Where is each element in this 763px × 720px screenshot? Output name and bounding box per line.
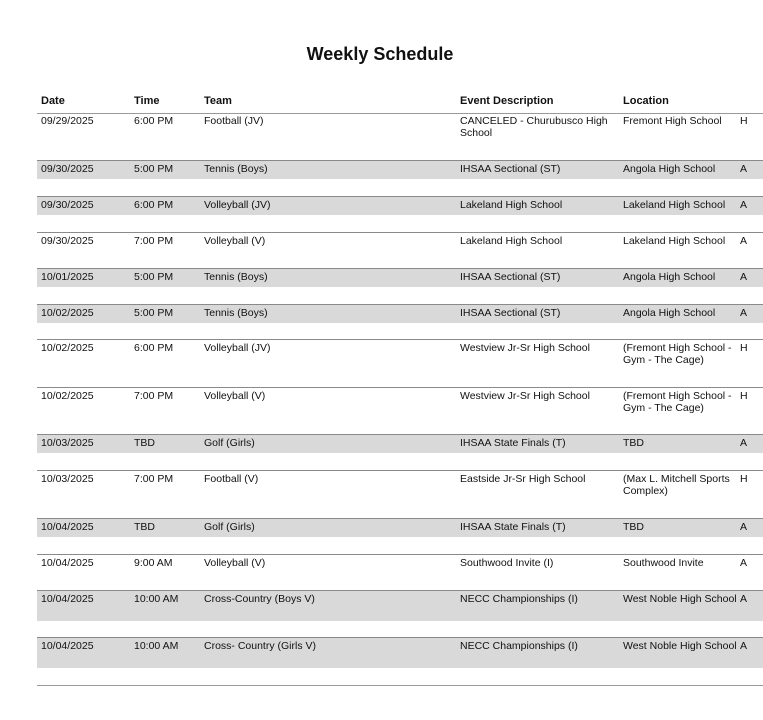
cell-date: 10/02/2025 xyxy=(41,307,94,319)
cell-description: IHSAA Sectional (ST) xyxy=(460,307,561,319)
cell-location: Lakeland High School xyxy=(623,199,726,211)
cell-location: (Fremont High School - Gym - The Cage) xyxy=(623,390,732,414)
cell-home-away: A xyxy=(740,593,748,605)
cell-description: Westview Jr-Sr High School xyxy=(460,390,590,402)
cell-time: 10:00 AM xyxy=(134,640,179,652)
cell-team: Tennis (Boys) xyxy=(204,307,268,319)
cell-location: (Fremont High School - Gym - The Cage) xyxy=(623,342,732,366)
cell-time: 5:00 PM xyxy=(134,271,174,283)
cell-location: Angola High School xyxy=(623,271,716,283)
cell-date: 10/04/2025 xyxy=(41,557,94,569)
column-header-date: Date xyxy=(41,95,65,107)
cell-description: IHSAA Sectional (ST) xyxy=(460,163,561,175)
cell-team: Tennis (Boys) xyxy=(204,163,268,175)
cell-description: IHSAA Sectional (ST) xyxy=(460,271,561,283)
page-title: Weekly Schedule xyxy=(306,44,454,64)
cell-team: Volleyball (V) xyxy=(204,390,266,402)
cell-location: (Max L. Mitchell Sports Complex) xyxy=(623,473,730,497)
table-row xyxy=(37,339,763,386)
cell-location: West Noble High School xyxy=(623,640,737,652)
cell-date: 10/03/2025 xyxy=(41,473,94,485)
cell-team: Golf (Girls) xyxy=(204,437,255,449)
cell-location: West Noble High School xyxy=(623,593,737,605)
cell-location: Angola High School xyxy=(623,163,716,175)
cell-date: 10/01/2025 xyxy=(41,271,94,283)
cell-home-away: A xyxy=(740,640,748,652)
cell-team: Volleyball (V) xyxy=(204,557,266,569)
cell-time: TBD xyxy=(134,437,155,449)
cell-location: TBD xyxy=(623,521,644,533)
cell-date: 10/03/2025 xyxy=(41,437,94,449)
cell-team: Volleyball (JV) xyxy=(204,342,271,354)
cell-date: 09/30/2025 xyxy=(41,163,94,175)
cell-home-away: H xyxy=(740,342,748,354)
cell-time: 6:00 PM xyxy=(134,199,174,211)
cell-team: Cross-Country (Boys V) xyxy=(204,593,315,605)
cell-team: Golf (Girls) xyxy=(204,521,255,533)
cell-description: Westview Jr-Sr High School xyxy=(460,342,590,354)
cell-description: NECC Championships (I) xyxy=(460,640,578,652)
cell-location: Southwood Invite xyxy=(623,557,704,569)
cell-home-away: A xyxy=(740,235,748,247)
cell-date: 09/30/2025 xyxy=(41,199,94,211)
cell-home-away: A xyxy=(740,521,748,533)
cell-time: 5:00 PM xyxy=(134,307,174,319)
cell-description: Lakeland High School xyxy=(460,235,563,247)
cell-time: 9:00 AM xyxy=(134,557,173,569)
cell-team: Football (V) xyxy=(204,473,259,485)
cell-date: 09/30/2025 xyxy=(41,235,94,247)
bottom-divider xyxy=(37,685,763,686)
cell-time: 7:00 PM xyxy=(134,473,174,485)
cell-description: CANCELED - Churubusco High School xyxy=(460,115,608,139)
cell-team: Cross- Country (Girls V) xyxy=(204,640,317,652)
cell-home-away: H xyxy=(740,473,748,485)
table-row xyxy=(37,434,763,453)
table-row xyxy=(37,637,763,668)
cell-description: Lakeland High School xyxy=(460,199,563,211)
cell-location: Fremont High School xyxy=(623,115,722,127)
cell-time: 7:00 PM xyxy=(134,235,174,247)
cell-description: Eastside Jr-Sr High School xyxy=(460,473,586,485)
cell-time: 10:00 AM xyxy=(134,593,179,605)
cell-home-away: A xyxy=(740,437,748,449)
cell-description: IHSAA State Finals (T) xyxy=(460,437,566,449)
cell-time: 7:00 PM xyxy=(134,390,174,402)
cell-description: NECC Championships (I) xyxy=(460,593,578,605)
cell-description: IHSAA State Finals (T) xyxy=(460,521,566,533)
column-header-description: Event Description xyxy=(460,95,554,107)
table-row xyxy=(37,470,763,517)
cell-description: Southwood Invite (I) xyxy=(460,557,554,569)
column-header-team: Team xyxy=(204,95,232,107)
table-row xyxy=(37,554,763,573)
table-row xyxy=(37,304,763,323)
cell-team: Football (JV) xyxy=(204,115,264,127)
cell-time: TBD xyxy=(134,521,155,533)
cell-home-away: H xyxy=(740,390,748,402)
cell-home-away: H xyxy=(740,115,748,127)
table-row xyxy=(37,113,763,159)
cell-time: 6:00 PM xyxy=(134,115,174,127)
cell-date: 10/04/2025 xyxy=(41,640,94,652)
cell-location: TBD xyxy=(623,437,644,449)
cell-team: Tennis (Boys) xyxy=(204,271,268,283)
table-row xyxy=(37,387,763,434)
cell-time: 6:00 PM xyxy=(134,342,174,354)
column-header-time: Time xyxy=(134,95,160,107)
cell-date: 10/02/2025 xyxy=(41,390,94,402)
cell-home-away: A xyxy=(740,199,748,211)
cell-home-away: A xyxy=(740,557,748,569)
table-row xyxy=(37,518,763,537)
cell-date: 10/04/2025 xyxy=(41,593,94,605)
cell-time: 5:00 PM xyxy=(134,163,174,175)
table-header xyxy=(37,95,763,114)
table-row xyxy=(37,196,763,215)
cell-home-away: A xyxy=(740,271,748,283)
cell-location: Angola High School xyxy=(623,307,716,319)
cell-team: Volleyball (JV) xyxy=(204,199,271,211)
cell-date: 10/04/2025 xyxy=(41,521,94,533)
column-header-location: Location xyxy=(623,95,669,107)
cell-date: 10/02/2025 xyxy=(41,342,94,354)
table-row xyxy=(37,232,763,251)
table-row xyxy=(37,268,763,287)
cell-location: Lakeland High School xyxy=(623,235,726,247)
cell-home-away: A xyxy=(740,307,748,319)
table-row xyxy=(37,590,763,621)
table-row xyxy=(37,160,763,179)
cell-team: Volleyball (V) xyxy=(204,235,266,247)
cell-date: 09/29/2025 xyxy=(41,115,94,127)
cell-home-away: A xyxy=(740,163,748,175)
